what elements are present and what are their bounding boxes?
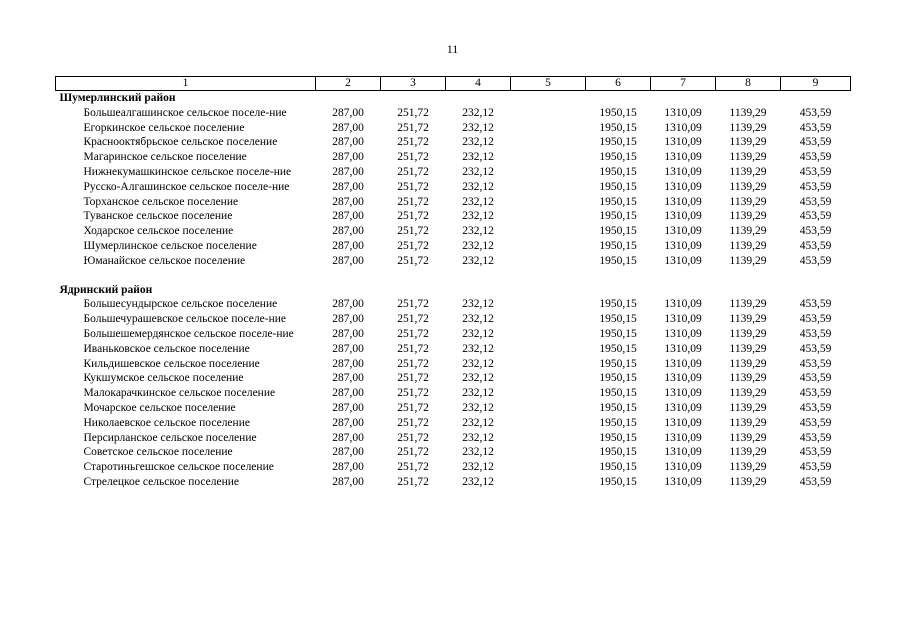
value-col-3: 251,72 [397,357,429,370]
value-col-6: 1950,15 [599,298,637,311]
value-col-9: 453,59 [799,461,832,474]
value-col-9: 453,59 [799,475,832,488]
value-col-5 [511,371,586,386]
value-col-5 [511,239,586,254]
value-col-8: 1139,29 [729,446,767,459]
value-col-7: 1310,09 [664,239,702,252]
value-col-4: 232,12 [462,401,494,414]
table-row [56,416,851,431]
table-row [56,312,851,327]
value-col-6: 1950,15 [599,121,637,134]
value-col-3: 251,72 [397,239,429,252]
value-col-7: 1310,09 [664,225,702,238]
value-col-2: 287,00 [332,165,364,178]
value-col-4: 232,12 [462,416,494,429]
table-row [56,209,851,224]
settlement-name: Егоркинское сельское поселение [83,121,245,134]
value-col-9: 453,59 [799,106,832,119]
value-col-3: 251,72 [397,313,429,326]
page-number: 11 [446,42,459,56]
value-col-2: 287,00 [332,136,364,149]
value-col-3: 251,72 [397,254,429,267]
table-row [56,371,851,386]
table-row [56,386,851,401]
value-col-8: 1139,29 [729,225,767,238]
value-col-4: 232,12 [462,210,494,223]
settlement-name: Нижнекумашкинское сельское поселе-ние [83,165,292,178]
table-row [56,357,851,372]
value-col-5 [511,357,586,372]
settlement-name: Малокарачкинское сельское поселение [83,387,276,400]
value-col-9: 453,59 [799,372,832,385]
settlement-name: Шумерлинское сельское поселение [83,239,257,252]
value-col-3: 251,72 [397,298,429,311]
value-col-7: 1310,09 [664,106,702,119]
settlement-name: Краснооктябрьское сельское поселение [83,136,278,149]
settlement-name: Советское сельское поселение [83,446,233,459]
value-col-6: 1950,15 [599,372,637,385]
value-col-8: 1139,29 [729,106,767,119]
value-col-2: 287,00 [332,254,364,267]
value-col-7: 1310,09 [664,180,702,193]
value-col-4: 232,12 [462,387,494,400]
settlement-name: Большеалгашинское сельское поселе-ние [83,106,287,119]
settlement-name: Иваньковское сельское поселение [83,342,250,355]
settlement-name: Большешемердянское сельское поселе-ние [83,327,294,340]
value-col-7: 1310,09 [664,416,702,429]
value-col-5 [511,342,586,357]
settlement-name: Кильдишевское сельское поселение [83,357,260,370]
value-col-3: 251,72 [397,431,429,444]
table-body [56,91,851,490]
value-col-3: 251,72 [397,446,429,459]
value-col-6: 1950,15 [599,225,637,238]
value-col-7: 1310,09 [664,461,702,474]
value-col-5 [511,431,586,446]
table-row [56,445,851,460]
value-col-4: 232,12 [462,298,494,311]
table-row [56,239,851,254]
value-col-4: 232,12 [462,372,494,385]
value-col-6: 1950,15 [599,165,637,178]
value-col-5 [511,165,586,180]
value-col-9: 453,59 [799,401,832,414]
value-col-7: 1310,09 [664,475,702,488]
value-col-2: 287,00 [332,387,364,400]
value-col-9: 453,59 [799,431,832,444]
value-col-8: 1139,29 [729,372,767,385]
value-col-4: 232,12 [462,313,494,326]
value-col-9: 453,59 [799,225,832,238]
value-col-5 [511,460,586,475]
column-header-9: 9 [781,77,851,91]
value-col-4: 232,12 [462,431,494,444]
value-col-7: 1310,09 [664,372,702,385]
value-col-4: 232,12 [462,327,494,340]
settlement-name: Николаевское сельское поселение [83,416,250,429]
value-col-3: 251,72 [397,195,429,208]
value-col-2: 287,00 [332,475,364,488]
value-col-3: 251,72 [397,121,429,134]
value-col-6: 1950,15 [599,195,637,208]
value-col-3: 251,72 [397,136,429,149]
value-col-6: 1950,15 [599,387,637,400]
value-col-6: 1950,15 [599,327,637,340]
table-row [56,165,851,180]
tariff-table [55,76,851,490]
value-col-7: 1310,09 [664,298,702,311]
value-col-2: 287,00 [332,180,364,193]
value-col-8: 1139,29 [729,121,767,134]
value-col-5 [511,445,586,460]
value-col-7: 1310,09 [664,165,702,178]
value-col-5 [511,327,586,342]
district-name: Ядринский район [59,283,153,296]
value-col-7: 1310,09 [664,401,702,414]
value-col-7: 1310,09 [664,195,702,208]
column-header-5: 5 [511,77,586,91]
value-col-6: 1950,15 [599,106,637,119]
table-row [56,135,851,150]
value-col-7: 1310,09 [664,327,702,340]
value-col-2: 287,00 [332,106,364,119]
value-col-4: 232,12 [462,225,494,238]
value-col-8: 1139,29 [729,180,767,193]
value-col-9: 453,59 [799,416,832,429]
value-col-7: 1310,09 [664,446,702,459]
column-header-1: 1 [56,77,316,91]
settlement-name: Персирланское сельское поселение [83,431,257,444]
value-col-3: 251,72 [397,210,429,223]
value-col-2: 287,00 [332,210,364,223]
value-col-7: 1310,09 [664,210,702,223]
value-col-9: 453,59 [799,446,832,459]
value-col-6: 1950,15 [599,401,637,414]
value-col-3: 251,72 [397,372,429,385]
value-col-4: 232,12 [462,151,494,164]
value-col-4: 232,12 [462,195,494,208]
district-row [56,91,851,106]
settlement-name: Кукшумское сельское поселение [83,372,244,385]
column-header-3: 3 [381,77,446,91]
value-col-6: 1950,15 [599,210,637,223]
value-col-3: 251,72 [397,180,429,193]
value-col-8: 1139,29 [729,461,767,474]
settlement-name: Ходарское сельское поселение [83,225,234,238]
table-row [56,297,851,312]
value-col-7: 1310,09 [664,313,702,326]
value-col-4: 232,12 [462,180,494,193]
value-col-5 [511,386,586,401]
value-col-8: 1139,29 [729,342,767,355]
value-col-4: 232,12 [462,357,494,370]
value-col-5 [511,209,586,224]
value-col-3: 251,72 [397,106,429,119]
settlement-name: Торханское сельское поселение [83,195,239,208]
value-col-8: 1139,29 [729,357,767,370]
value-col-7: 1310,09 [664,342,702,355]
table-row [56,150,851,165]
value-col-8: 1139,29 [729,165,767,178]
value-col-5 [511,106,586,121]
table-row [56,180,851,195]
value-col-9: 453,59 [799,254,832,267]
value-col-2: 287,00 [332,121,364,134]
value-col-4: 232,12 [462,121,494,134]
value-col-4: 232,12 [462,106,494,119]
value-col-8: 1139,29 [729,313,767,326]
value-col-9: 453,59 [799,313,832,326]
value-col-9: 453,59 [799,165,832,178]
value-col-6: 1950,15 [599,461,637,474]
value-col-7: 1310,09 [664,387,702,400]
value-col-7: 1310,09 [664,357,702,370]
value-col-6: 1950,15 [599,254,637,267]
value-col-8: 1139,29 [729,431,767,444]
value-col-2: 287,00 [332,357,364,370]
table-row [56,224,851,239]
value-col-9: 453,59 [799,298,832,311]
table-row [56,106,851,121]
value-col-6: 1950,15 [599,475,637,488]
value-col-2: 287,00 [332,372,364,385]
value-col-3: 251,72 [397,165,429,178]
value-col-3: 251,72 [397,461,429,474]
table-row [56,254,851,269]
value-col-5 [511,312,586,327]
value-col-9: 453,59 [799,210,832,223]
settlement-name: Юманайское сельское поселение [83,254,246,267]
value-col-2: 287,00 [332,327,364,340]
value-col-6: 1950,15 [599,313,637,326]
district-row [56,283,851,298]
value-col-9: 453,59 [799,121,832,134]
settlement-name: Туванское сельское поселение [83,210,233,223]
value-col-2: 287,00 [332,431,364,444]
value-col-9: 453,59 [799,151,832,164]
value-col-5 [511,224,586,239]
value-col-9: 453,59 [799,136,832,149]
value-col-5 [511,150,586,165]
value-col-8: 1139,29 [729,298,767,311]
value-col-2: 287,00 [332,195,364,208]
value-col-6: 1950,15 [599,446,637,459]
value-col-3: 251,72 [397,225,429,238]
value-col-4: 232,12 [462,239,494,252]
value-col-3: 251,72 [397,387,429,400]
value-col-5 [511,254,586,269]
value-col-4: 232,12 [462,254,494,267]
value-col-6: 1950,15 [599,239,637,252]
value-col-5 [511,401,586,416]
value-col-8: 1139,29 [729,195,767,208]
settlement-name: Магаринское сельское поселение [83,151,247,164]
value-col-4: 232,12 [462,136,494,149]
value-col-3: 251,72 [397,475,429,488]
settlement-name: Старотиньгешское сельское поселение [83,461,274,474]
value-col-4: 232,12 [462,342,494,355]
value-col-4: 232,12 [462,165,494,178]
value-col-2: 287,00 [332,151,364,164]
column-header-6: 6 [586,77,651,91]
district-name: Шумерлинский район [59,92,176,104]
value-col-8: 1139,29 [729,151,767,164]
value-col-8: 1139,29 [729,327,767,340]
value-col-4: 232,12 [462,461,494,474]
settlement-name: Русско-Алгашинское сельское поселе-ние [83,180,290,193]
value-col-5 [511,297,586,312]
value-col-2: 287,00 [332,225,364,238]
header-row [56,77,851,91]
table-row [56,327,851,342]
value-col-2: 287,00 [332,313,364,326]
table-row [56,342,851,357]
value-col-2: 287,00 [332,342,364,355]
value-col-9: 453,59 [799,387,832,400]
value-col-6: 1950,15 [599,416,637,429]
value-col-8: 1139,29 [729,239,767,252]
settlement-name: Мочарское сельское поселение [83,401,236,414]
value-col-5 [511,475,586,490]
table-row [56,195,851,210]
value-col-9: 453,59 [799,342,832,355]
value-col-5 [511,121,586,136]
table-row [56,431,851,446]
value-col-6: 1950,15 [599,431,637,444]
value-col-3: 251,72 [397,401,429,414]
column-header-8: 8 [716,77,781,91]
table-row [56,121,851,136]
value-col-9: 453,59 [799,357,832,370]
column-header-7: 7 [651,77,716,91]
value-col-3: 251,72 [397,416,429,429]
value-col-8: 1139,29 [729,210,767,223]
value-col-6: 1950,15 [599,342,637,355]
value-col-9: 453,59 [799,239,832,252]
value-col-6: 1950,15 [599,136,637,149]
value-col-9: 453,59 [799,180,832,193]
value-col-2: 287,00 [332,416,364,429]
value-col-9: 453,59 [799,327,832,340]
value-col-6: 1950,15 [599,151,637,164]
value-col-7: 1310,09 [664,121,702,134]
value-col-5 [511,416,586,431]
value-col-6: 1950,15 [599,180,637,193]
value-col-4: 232,12 [462,475,494,488]
value-col-8: 1139,29 [729,387,767,400]
value-col-2: 287,00 [332,401,364,414]
table-row [56,401,851,416]
settlement-name: Большесундырское сельское поселение [83,298,278,311]
column-header-2: 2 [316,77,381,91]
value-col-5 [511,135,586,150]
value-col-2: 287,00 [332,461,364,474]
value-col-7: 1310,09 [664,151,702,164]
value-col-8: 1139,29 [729,401,767,414]
value-col-5 [511,195,586,210]
value-col-4: 232,12 [462,446,494,459]
value-col-2: 287,00 [332,298,364,311]
value-col-3: 251,72 [397,151,429,164]
value-col-9: 453,59 [799,195,832,208]
table-header [56,77,851,91]
value-col-3: 251,72 [397,327,429,340]
value-col-8: 1139,29 [729,475,767,488]
value-col-2: 287,00 [332,446,364,459]
table-row [56,460,851,475]
settlement-name: Стрелецкое сельское поселение [83,475,240,488]
spacer-cell [56,269,851,283]
value-col-7: 1310,09 [664,254,702,267]
settlement-name: Большечурашевское сельское поселе-ние [83,313,286,326]
value-col-7: 1310,09 [664,431,702,444]
value-col-2: 287,00 [332,239,364,252]
value-col-7: 1310,09 [664,136,702,149]
value-col-8: 1139,29 [729,416,767,429]
value-col-5 [511,180,586,195]
spacer-row [56,269,851,283]
table-row [56,475,851,490]
value-col-6: 1950,15 [599,357,637,370]
value-col-3: 251,72 [397,342,429,355]
value-col-8: 1139,29 [729,254,767,267]
value-col-8: 1139,29 [729,136,767,149]
column-header-4: 4 [446,77,511,91]
